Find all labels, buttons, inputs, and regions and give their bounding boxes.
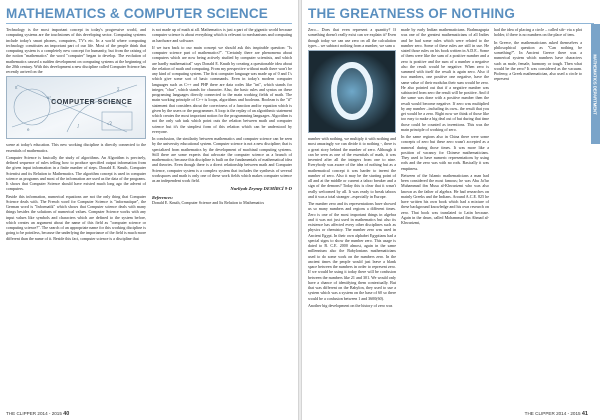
body-paragraph: number with nothing, we multiply it with nothing and most amazingly we can divide it to nothing -, there is a great story behind the number of zero. Although it can be seen as one of the essentials of math, it was invented after all the integers from one to nine. Everybody was aware of the idea of nothing but as a mathematical concept it was harder to invent the number of zero. Also it may be the starting point of all and at the middle or current a taboo breaker and a sign of the demons? Today this is clear that it wasn't really welcomed by all. It was ready to break taboos and it was a total stranger –especially in Europe. bbox=[308, 136, 396, 199]
body-paragraph: scene at today's education. This new working discipline is directly connected to the essentials of mathematics. bbox=[6, 142, 146, 153]
right-page-title: THE GREATNESS OF NOTHING bbox=[308, 6, 594, 24]
department-side-tab bbox=[591, 24, 600, 144]
references-heading: References: bbox=[152, 194, 173, 200]
body-paragraph: Technology is the most important concept in today's progressive world, and computing systems are the touchstones of this developing sector. Computing systems include today's smart phones, computers, TV's etc. In a world where computing technology constitutes an important part of our life. Most of the people think that computing system is a completely new concept for humanity, but from the raising of the notion "mathematics" the word "computer" began to develop. The evolution of mathematics caused a sudden development on computing systems at the beginning of the 20th century. With this development a new discipline called Computer Science has recently arrived on the bbox=[6, 27, 146, 74]
svg-text:π: π bbox=[15, 85, 18, 91]
body-paragraph: is not made up of math at all. Mathematics is just a part of the gigantic world because computer science is about everything which is relevant to mechanisms and computing as hardware and software. bbox=[152, 27, 292, 43]
body-paragraph: Zero... Does that even represent a quantity? If something doesn't really exist can we explain it? Even though today we can use zero on all the calculation types – we subtract nothing from a number, we sum a bbox=[308, 27, 396, 48]
body-paragraph: The number zero and its representations have showed us so many numbers and regions a different times. Zero is one of the most important things in algebra and it was not just used in mathematics but also its existence has affected every other disciplines such as physics or chemistry. The number zero was used in Ancient Egypt. In their own alphabet Egyptians had a special signs to show the number zero. This usage is dated to B. C.E. 2000 almost, again in the same millennium also the Babylonians mathematicians used to do some work on the numbers zero. In the ancient times the people would just leave a blank space between the numbers in order to represent zero. If we would be using it today there will be confusion between the numbers like 21 and 301. We would only have a chance of identifying them contextually. But that was different on the Babylon, they used to use a system which was a system on the base of 60 so there would be a confusion between 1 and 3600(60). bbox=[308, 201, 396, 301]
author-byline: Nurliyah Zeynep DEMİRCİ 9-D bbox=[230, 186, 292, 192]
right-page bbox=[302, 0, 600, 420]
math-illustration bbox=[6, 76, 146, 139]
body-paragraph: had the idea of placing a circle – called sifr- via a plot holder, if there is no numbers on the place of tens. bbox=[494, 27, 582, 38]
body-paragraph: In Greece, the mathematicians asked themselves a philosophical question as "Can nothing be something?". In Ancient Greece there was a numerical system which numbers have characters such as male, female, harmony or tough. Then what would be the zero? It was considered as the vacuum. Ptolemy, a Greek mathematician, also used a circle to represent bbox=[494, 39, 582, 82]
zero-illustration bbox=[308, 50, 396, 133]
side-tab-label: MATHEMATICS DEPARTMENT bbox=[593, 53, 598, 115]
right-column-3 bbox=[494, 27, 582, 406]
illustration-label: COMPUTER SCIENCE bbox=[51, 99, 133, 107]
body-paragraph: In conclusion, the similarity between mathematics and computer science can be seen by the university educational system. Computer science is not a new discipline; that is specialized from mathematics by the development of machinal computing systems. Still there are some experts that advocate the computer science as a branch of mathematics; because this discipline is built on the fundamentals of mathematical idea and theories. Even though there is a direct relationship between math and Computer Science, computer system is a complex system that includes the synthesis of several workspaces and math is only one of these work fields which makes computer science as an independent work field. bbox=[152, 136, 292, 183]
footer-publication: THE CLIPPER 2014 - 2015 bbox=[6, 411, 62, 416]
body-paragraph: Another big development on the history of zero was bbox=[308, 302, 393, 308]
svg-text:Σ: Σ bbox=[117, 87, 120, 93]
body-paragraph: Beside this information, numerical equations are not the only thing that Computer Science deals with. The French word for Computer Science is "informatique", the German word is "Informatik" which shows that Computer science deals with many things besides the solutions of numerical values. Computer Science works with any input values like symbols and characters which are defined to the system before, which creates an argument about the name of this field as "computer science or computing science?". The search of an appropriate name for this working discipline is going to be pointless, because the underlying the importance of the field is much more different than the name of it. Beside this fact, computer science is a discipline that bbox=[6, 193, 146, 241]
left-column-1 bbox=[6, 27, 146, 406]
body-paragraph: Between of the Islamic mathematicians a man had been considered the most famous; he was Abu Ja'far Muhammad ibn Musa al-Khwarizmi who was also known as the father of algebra. He had researches on mainly Greeks and the Indians. Around A.C.E. 825 he have written his own book which had a mixture of these background knowledge and his own research on zero. That book was translated to Latin because. Again in the dawn, called Mohammad ibn Ahmad al-Khwarizmi, bbox=[401, 172, 489, 225]
right-column-1 bbox=[308, 27, 396, 406]
left-column-2 bbox=[152, 27, 292, 406]
svg-text:e: e bbox=[27, 127, 30, 133]
right-column-2 bbox=[401, 27, 489, 406]
svg-text:x²: x² bbox=[47, 95, 51, 101]
right-footer bbox=[525, 411, 588, 417]
body-paragraph: In the same regions also in China there were some concepts of zero but these zero wasn't accepted as a numeral during those times. It was more like a position of vacancy for Chinese mathematicians. They used to have numeric representations by using rods and the zero was with no rods. Basically it was emptiness. bbox=[401, 134, 489, 171]
left-footer bbox=[6, 411, 69, 417]
svg-text:√2: √2 bbox=[107, 121, 113, 127]
svg-text:∫: ∫ bbox=[77, 123, 80, 129]
left-page-title: MATHEMATICS & COMPUTER SCIENCE bbox=[6, 6, 292, 24]
reference-item: Donald E. Knuth, Computer Science and Its Relation to Mathematics bbox=[152, 199, 265, 205]
body-paragraph: If we turn back to our main concept we should ask this inspirable question: "Is computer science part of mathematics?". "Certainly there are phenomena about computers which are now being actively studied by computer scientists, and which are hardly mathematical" says Donald E. Knuth by creating a questionable idea about the relation of math and computing. From my perspective without math there won't be any kind of computing system. The first computer language was made up of 0 and 1's which give some sort of basic commands. Even in today's modern computer languages such as C++ and PHP there are data codes like "int", which stands for integer, "char", which stands for character. Also, the basic rules and syntax on these programing languages directly connected to the main working fields of math. The main working principle of C++ is loops, algorithms and booleans. Boolean is the "if" statement that considers about the correctness of a function and/or equation which is given by the users or the programmer. A loop is the replay of an algorithmic statement which creates the most important notion for the programming languages. Algorithm is not the only sub task which point outs the relation between math and computer science but it's the simplest form of this relation which can be understood by everyone. bbox=[152, 44, 292, 134]
body-paragraph: made by early Indian mathematicians. Brahmagupta was one of the greatest mathematicians of all Indies and he had some rules which were related to the number zero. Some of these rules are still in use. He stated those rules on his book written in A.D.E.. Some of them were like the sum of a positive number and a zero is positive and the sum of a number a negative also the result would be negative. When zero is summed with itself the result is again zero. Also if two numbers, one positive one negative, have the same value of their modulus their sum would be zero. He also pointed out that if a negative number was subtracted from zero the result will be positive. And if the same was done with a positive number then the result would become negative. If zero was multiplied by any number –including its own– the result that you get would be a zero. Right now we think of those like too easy to make a big deal out of but during that time those could be counted as inventions. This was the main principle of working of zero. bbox=[401, 27, 489, 132]
page-number: 40 bbox=[63, 411, 70, 417]
left-page bbox=[0, 0, 298, 420]
body-paragraph: Computer Science is basically the study of algorithms. An Algorithm is precisely, defined sequence of rules telling how to produce specified output information from the given input information in a finite number of steps. Donald E. Knuth, Computer Scientist and its Relation to Mathematics. The algorithm concept is used in computer science as programs and most of the information are used as the data of the programs. It shows that Computer Science should have existed much long ago the advent of computers. bbox=[6, 154, 146, 192]
footer-publication: THE CLIPPER 2014 - 2015 bbox=[524, 411, 581, 416]
page-number: 41 bbox=[581, 411, 588, 417]
